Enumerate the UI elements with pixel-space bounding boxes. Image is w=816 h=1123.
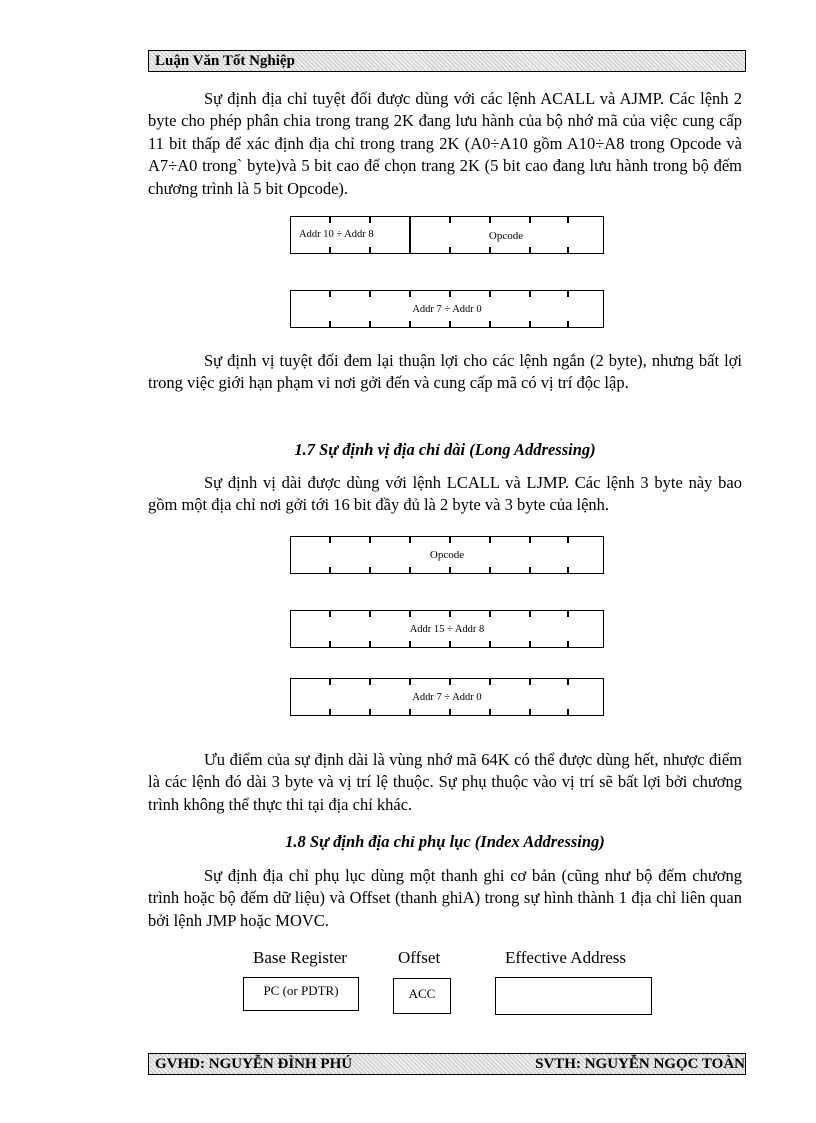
footer-advisor: GVHD: NGUYỄN ĐÌNH PHÚ (155, 1056, 353, 1072)
page-header (148, 50, 746, 72)
base-register-box (243, 977, 359, 1011)
base-register-label: Base Register (253, 948, 347, 967)
addr-7-0-label: Addr 7 ÷ Addr 0 (412, 304, 482, 315)
offset-value: ACC (408, 986, 436, 1001)
addr-10-8-label: Addr 10 ÷ Addr 8 (299, 229, 374, 240)
instruction-byte-addr-15-8 (290, 610, 604, 648)
base-register-value: PC (or PDTR) (263, 983, 339, 998)
header-title: Luận Văn Tốt Nghiệp (155, 53, 295, 69)
page-footer (148, 1053, 746, 1075)
instruction-byte-addr-low (290, 290, 604, 328)
offset-box (393, 978, 451, 1014)
paragraph-index-addressing: Sự định địa chỉ phụ lục dùng một thanh ghi cơ bản (cũng như bộ đếm chương trình hoặc bộ đếm dữ liệu) và Offset (thanh ghiA) trong sự hình thành 1 địa chỉ liên quan bởi lệnh JMP hoặc MOVC. (148, 866, 742, 930)
instruction-byte-addr-7-0 (290, 678, 604, 716)
section-heading-index-addressing: 1.8 Sự định địa chỉ phụ lục (Index Addressing) (285, 832, 605, 851)
paragraph-long-addressing: Sự định vị dài được dùng với lệnh LCALL và LJMP. Các lệnh 3 byte này bao gồm một địa chỉ nơi gởi tới 16 bit đầy đủ là 2 byte và 3 byte của lệnh. (148, 473, 742, 515)
offset-label: Offset (398, 948, 441, 967)
long-addr-7-0-label: Addr 7 ÷ Addr 0 (412, 692, 482, 703)
effective-address-label: Effective Address (505, 948, 627, 967)
section-heading-long-addressing: 1.7 Sự định vị địa chỉ dài (Long Addressing) (294, 440, 596, 459)
instruction-byte-opcode-addr-high (290, 216, 604, 254)
paragraph-absolute-addressing: Sự định địa chỉ tuyệt đối được dùng với các lệnh ACALL và AJMP. Các lệnh 2 byte cho phép phân chia trong trang 2K đang lưu hành của bộ nhớ mã của việc cung cấp 11 bit thấp để xác định địa chỉ trong trang 2K (A0÷A10 gồm A10÷A8 trong Opcode và A7÷A0 trong` byte)và 5 bit cao để chọn trang 2K (5 bit cao đang lưu hành trong bộ đếm chương trình là 5 bit Opcode). (148, 89, 742, 198)
paragraph-absolute-pros-cons: Sự định vị tuyệt đối đem lại thuận lợi cho các lệnh ngắn (2 byte), nhưng bất lợi trong việc giới hạn phạm vi nơi gởi đến và cung cấp mã có vị trí độc lập. (148, 351, 742, 393)
opcode-label: Opcode (488, 230, 524, 242)
long-opcode-label: Opcode (429, 549, 465, 561)
instruction-byte-opcode (290, 536, 604, 574)
paragraph-long-pros-cons: Ưu điểm của sự định dài là vùng nhớ mã 64K có thể được dùng hết, nhược điểm là các lệnh đó dài 3 byte và vị trí lệ thuộc. Sự phụ thuộc vào vị trí sẽ bất lợi bởi chương trình không thể thực thi tại địa chỉ khác. (148, 750, 742, 814)
footer-student: SVTH: NGUYỄN NGỌC TOÀN (535, 1056, 745, 1072)
effective-address-box (495, 977, 652, 1015)
addr-15-8-label: Addr 15 ÷ Addr 8 (409, 624, 485, 635)
